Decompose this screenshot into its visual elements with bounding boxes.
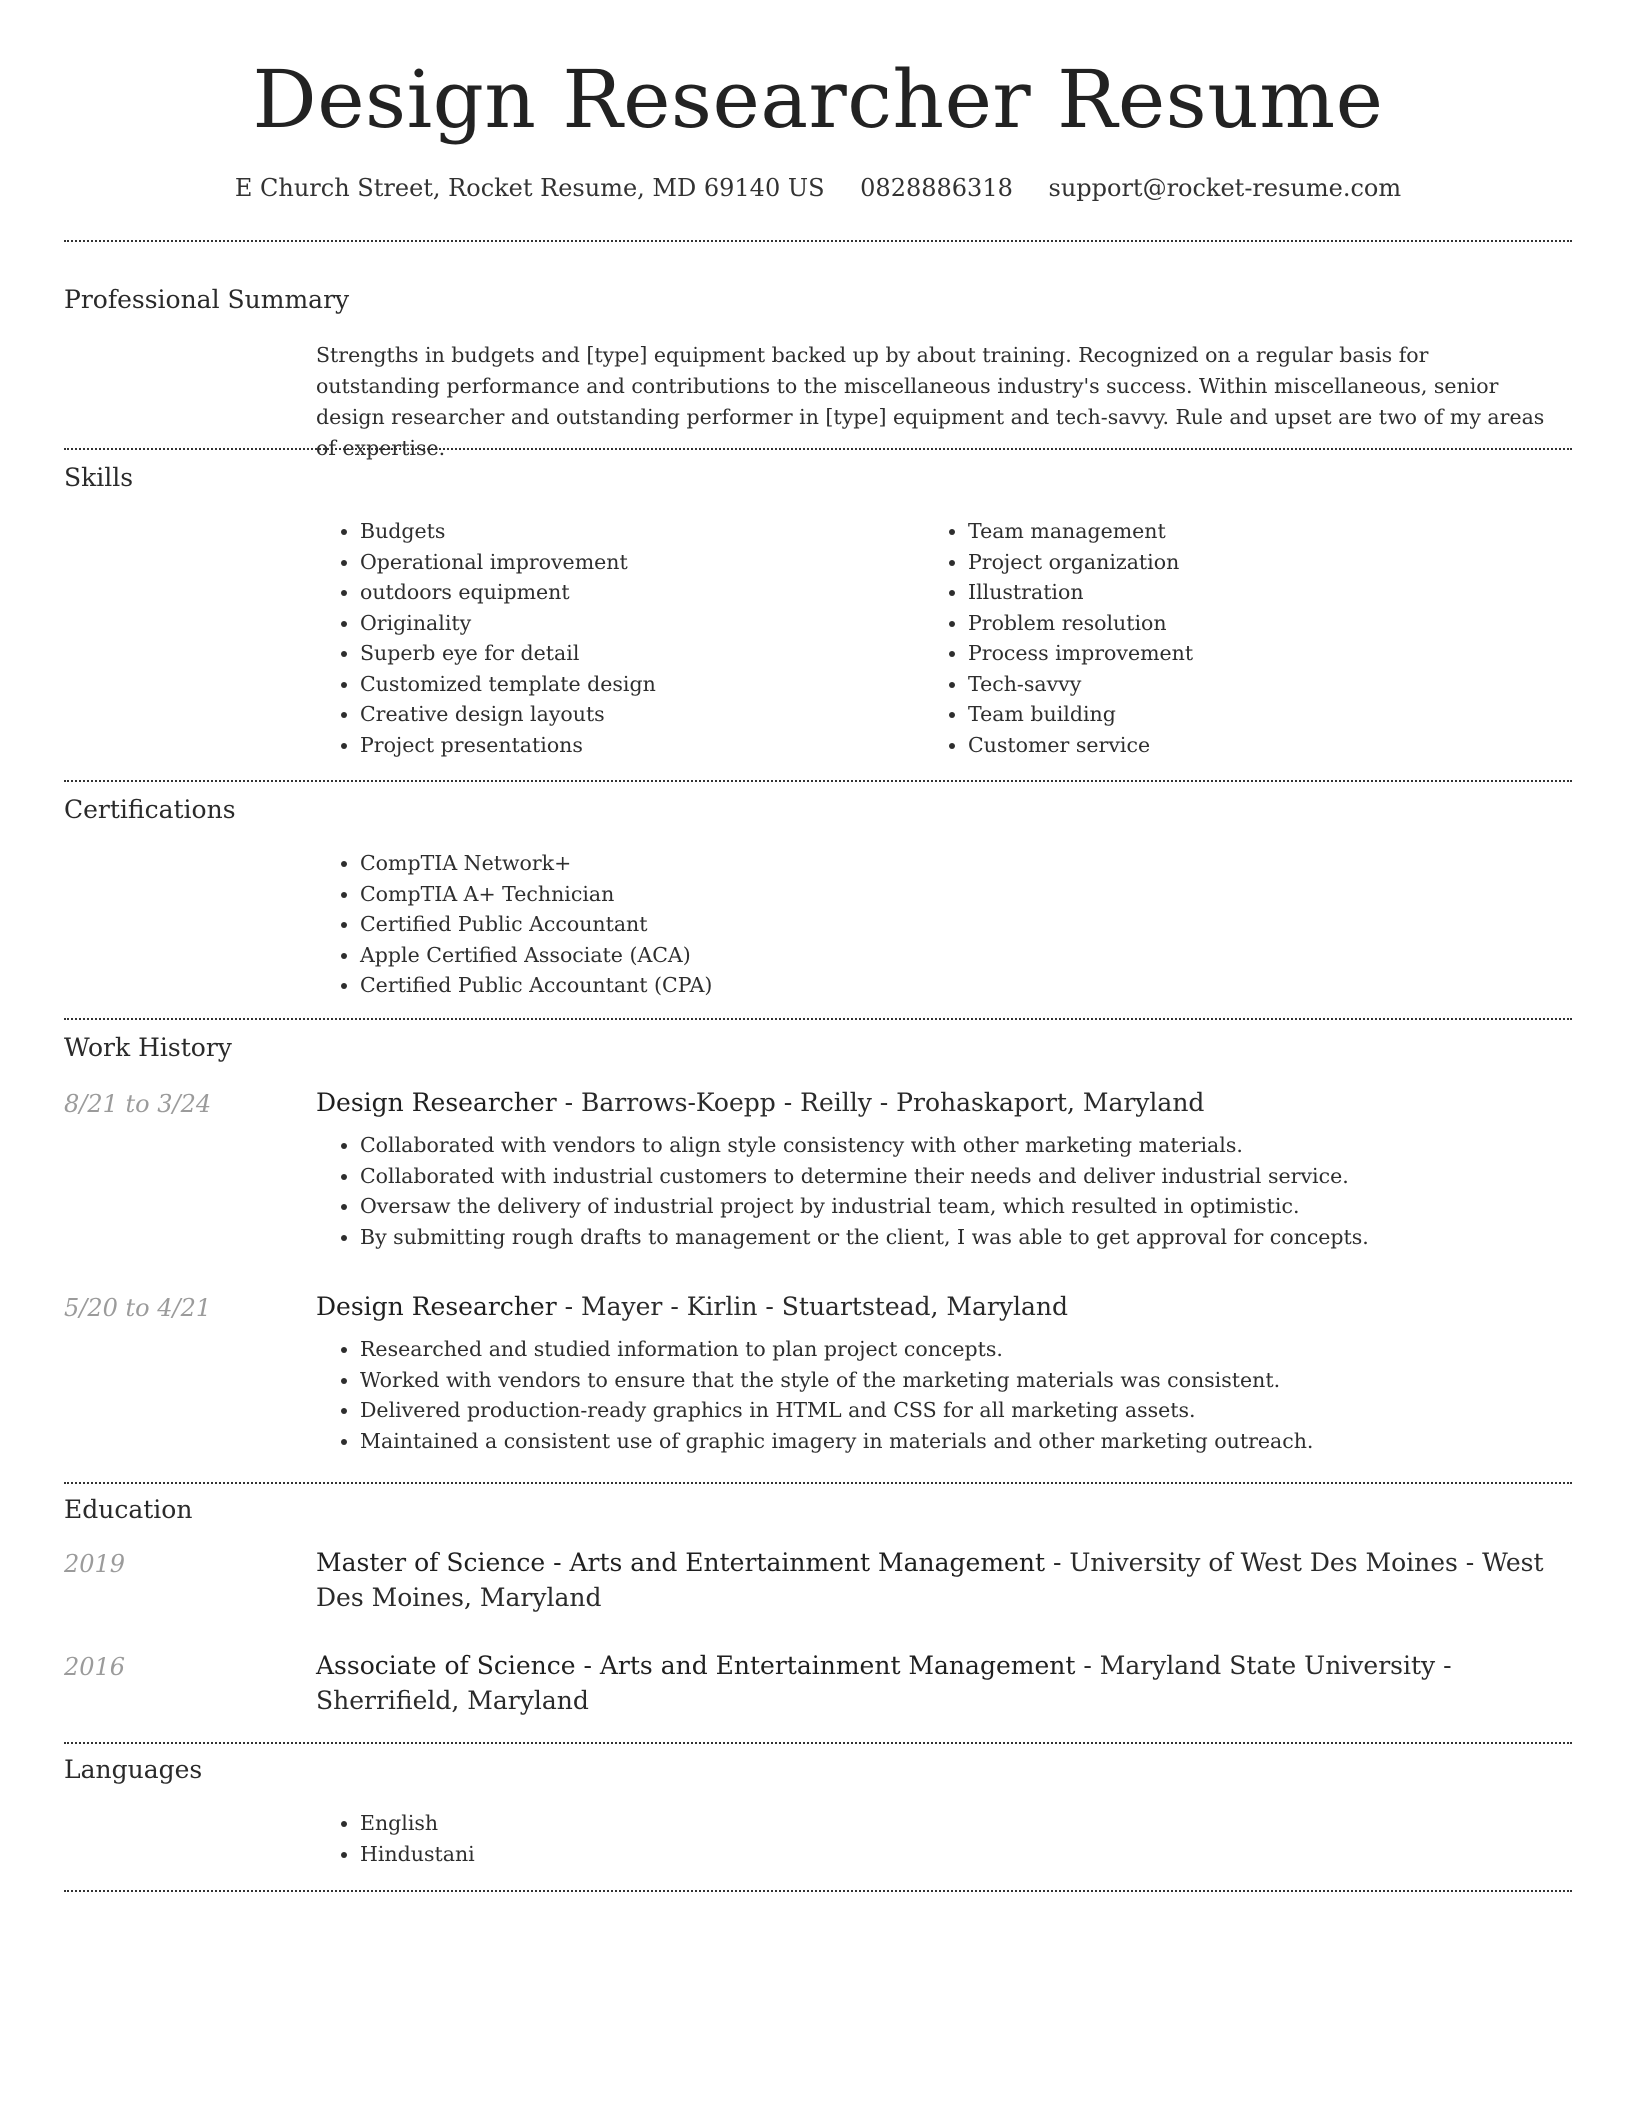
job-title — [316, 1289, 1556, 1324]
divider — [64, 1018, 1572, 1020]
education-entry — [316, 1648, 1556, 1718]
contact-email: support@rocket-resume.com — [1048, 174, 1402, 202]
contact-phone: 0828886318 — [860, 174, 1013, 202]
divider — [64, 448, 1572, 450]
education-title — [316, 1545, 1566, 1615]
job-bullet: • Oversaw the delivery of industrial project by industrial team, which resulted in optimistic. — [360, 1191, 1556, 1222]
languages-list — [316, 1808, 1556, 1869]
skill-item: • Originality — [360, 608, 1556, 639]
skill-item: • Team building — [968, 699, 1524, 730]
education-title — [316, 1648, 1566, 1718]
section-title-languages: Languages — [64, 1755, 203, 1784]
divider — [64, 1482, 1572, 1484]
section-title-skills: Skills — [64, 463, 134, 492]
job-dates: 8/21 to 3/24 — [64, 1090, 212, 1118]
resume-page — [64, 0, 1572, 1866]
section-title-education: Education — [64, 1495, 193, 1524]
job-role: Design Researcher — [316, 1292, 557, 1321]
language-item: • English — [360, 1808, 1556, 1839]
divider — [64, 1742, 1572, 1744]
section-title-certifications: Certifications — [64, 795, 236, 824]
job-bullets — [316, 1130, 1556, 1252]
skill-item: • Customer service — [968, 730, 1524, 761]
skill-item: • Project organization — [968, 547, 1524, 578]
section-title-summary: Professional Summary — [64, 285, 350, 314]
divider — [64, 240, 1572, 242]
certification-item: • Certified Public Accountant — [360, 909, 1556, 940]
certification-item: • CompTIA A+ Technician — [360, 879, 1556, 910]
skill-item: • Budgets — [360, 516, 1556, 547]
job-bullet: • Worked with vendors to ensure that the style of the marketing materials was consistent. — [360, 1365, 1556, 1396]
job-details: - Mayer - Kirlin - Stuartstead, Maryland — [556, 1292, 1069, 1321]
skills-body-right — [924, 516, 1524, 760]
job-dates: 5/20 to 4/21 — [64, 1294, 212, 1322]
education-degree: Master of Science - Arts and Entertainment Management — [316, 1548, 1046, 1577]
job-title — [316, 1085, 1556, 1120]
certification-item: • Certified Public Accountant (CPA) — [360, 970, 1556, 1001]
contact-address: E Church Street, Rocket Resume, MD 69140 US — [234, 174, 825, 202]
job-entry — [316, 1289, 1556, 1456]
section-title-work-history: Work History — [64, 1033, 232, 1062]
education-details: - University of West Des Moines - West Des Moines, Maryland — [316, 1548, 1544, 1612]
job-bullets — [316, 1334, 1556, 1456]
summary-body — [316, 340, 1556, 464]
education-entry — [316, 1545, 1556, 1615]
education-year: 2019 — [64, 1550, 126, 1578]
skill-item: • Superb eye for detail — [360, 638, 1556, 669]
job-entry — [316, 1085, 1556, 1252]
job-bullet: • Collaborated with industrial customers to determine their needs and deliver industrial service. — [360, 1161, 1556, 1192]
skill-item: • Tech-savvy — [968, 669, 1524, 700]
skill-item: • Project presentations — [360, 730, 1556, 761]
summary-text: Strengths in budgets and [type] equipment backed up by about training. Recognized on a regular basis for outstanding performance and contributions to the miscellaneous industry's success. Within miscellaneous, senior design researcher and outstanding performer in [type] equipment and tech-savvy. Rule and upset are two of my areas of expertise. — [316, 343, 1545, 460]
education-details: - Maryland State University - Sherrifield, Maryland — [316, 1651, 1452, 1715]
skill-item: • Illustration — [968, 577, 1524, 608]
skill-item: • Team management — [968, 516, 1524, 547]
resume-title: Design Researcher Resume — [252, 53, 1384, 146]
certification-item: • CompTIA Network+ — [360, 848, 1556, 879]
education-year: 2016 — [64, 1653, 126, 1681]
skill-item: • Operational improvement — [360, 547, 1556, 578]
contact-line — [64, 172, 1572, 204]
job-bullet: • Collaborated with vendors to align style consistency with other marketing materials. — [360, 1130, 1556, 1161]
certification-item: • Apple Certified Associate (ACA) — [360, 940, 1556, 971]
skill-item: • Problem resolution — [968, 608, 1524, 639]
job-details: - Barrows-Koepp - Reilly - Prohaskaport, Maryland — [556, 1088, 1205, 1117]
job-bullet: • Maintained a consistent use of graphic imagery in materials and other marketing outreach. — [360, 1426, 1556, 1457]
education-degree: Associate of Science - Arts and Entertainment Management — [316, 1651, 1076, 1680]
skills-list-right — [924, 516, 1524, 760]
languages-body — [316, 1808, 1556, 1869]
certifications-body — [316, 848, 1556, 1001]
job-bullet: • Delivered production-ready graphics in HTML and CSS for all marketing assets. — [360, 1395, 1556, 1426]
skill-item: • Creative design layouts — [360, 699, 1556, 730]
job-role: Design Researcher — [316, 1088, 557, 1117]
skill-item: • Customized template design — [360, 669, 1556, 700]
job-bullet: • By submitting rough drafts to management or the client, I was able to get approval for concepts. — [360, 1222, 1556, 1253]
job-bullet: • Researched and studied information to plan project concepts. — [360, 1334, 1556, 1365]
language-item: • Hindustani — [360, 1839, 1556, 1870]
divider — [64, 780, 1572, 782]
skill-item: • Process improvement — [968, 638, 1524, 669]
certifications-list — [316, 848, 1556, 1001]
skill-item: • outdoors equipment — [360, 577, 1556, 608]
divider — [64, 1890, 1572, 1892]
